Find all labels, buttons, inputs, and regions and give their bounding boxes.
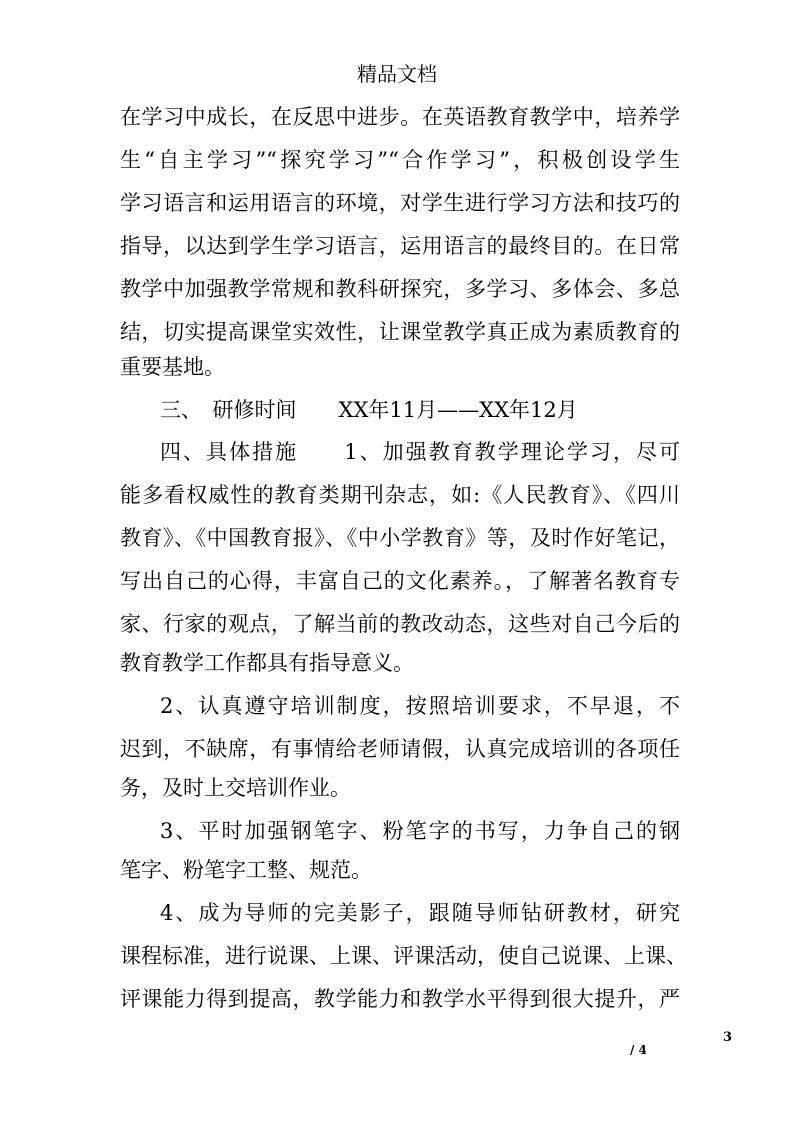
body-line: 生“自主学习”“探究学习”“合作学习”，积极创设学生	[120, 148, 680, 172]
body-line: 指导，以达到学生学习语言，运用语言的最终目的。在日常	[120, 234, 680, 258]
body-line: 教育教学工作都具有指导意义。	[120, 651, 414, 675]
body-line: 家、行家的观点，了解当前的教改动态，这些对自己今后的	[120, 612, 680, 636]
body-line: 重要基地。	[120, 355, 225, 379]
body-line: 能多看权威性的教育类期刊杂志，如:《人民教育》、《四川	[120, 483, 680, 507]
body-line: 结，切实提高课堂实效性，让课堂教学真正成为素质教育的	[120, 320, 680, 344]
body-line: 在学习中成长，在反思中进步。在英语教育教学中，培养学	[120, 105, 680, 129]
section-heading-measures: 四、具体措施 1、加强教育教学理论学习，尽可	[160, 440, 680, 464]
paragraph-start: 4、成为导师的完美影子，跟随导师钻研教材，研究	[160, 901, 680, 925]
section-heading-research-time: 三、 研修时间 XX年11月——XX年12月	[160, 398, 578, 422]
paragraph-start: 3、平时加强钢笔字、粉笔字的书写，力争自己的钢	[160, 819, 680, 843]
body-line: 学习语言和运用语言的环境，对学生进行学习方法和技巧的	[120, 191, 680, 215]
body-line: 教育》、《中国教育报》、《中小学教育》等，及时作好笔记，	[120, 526, 680, 550]
body-line: 务，及时上交培训作业。	[120, 776, 351, 800]
page-total: / 4	[630, 1043, 647, 1057]
body-line: 迟到，不缺席，有事情给老师请假，认真完成培训的各项任	[120, 737, 680, 761]
body-line: 课程标准，进行说课、上课、评课活动，使自己说课、上课、	[120, 944, 687, 968]
page-header-title: 精品文档	[357, 62, 437, 86]
body-line: 评课能力得到提高，教学能力和教学水平得到很大提升，严	[120, 987, 680, 1011]
page-number: 3	[723, 1030, 733, 1045]
body-line: 写出自己的心得，丰富自己的文化素养。，了解著名教育专	[120, 569, 680, 593]
body-line: 教学中加强教学常规和教科研探究，多学习、多体会、多总	[120, 277, 680, 301]
body-line: 笔字、粉笔字工整、规范。	[120, 858, 372, 882]
paragraph-start: 2、认真遵守培训制度，按照培训要求，不早退，不	[160, 694, 680, 718]
